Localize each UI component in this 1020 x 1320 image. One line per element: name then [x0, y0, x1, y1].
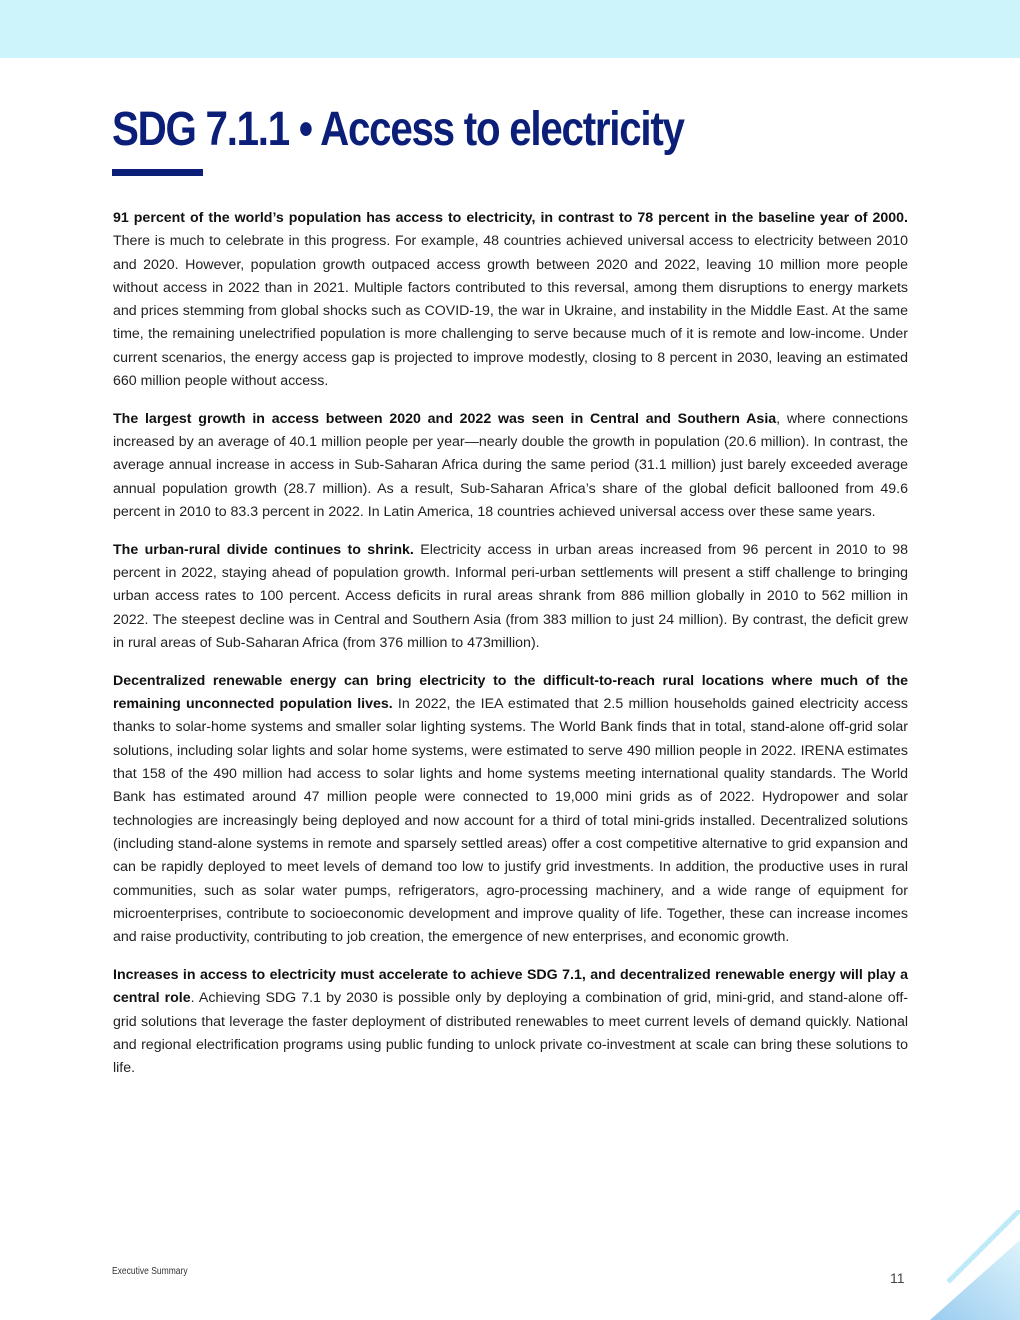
paragraph-1-body: There is much to celebrate in this progress. For example, 48 countries achieved universal access to electricity between 2010 and 2020. However, population growth outpaced access growth between 2020 and 2022, leaving 10 million more people without access in 2022 than in 2021. Multiple factors contributed to this reversal, among them disruptions to energy markets and prices stemming from global shocks such as COVID-19, the war in Ukraine, and instability in the Middle East. At the same time, the remaining unelectrified population is more challenging to serve because much of it is remote and low-income. Under current scenarios, the energy access gap is projected to improve modestly, closing to 8 percent in 2030, leaving an estimated 660 million people without access. [113, 233, 908, 390]
paragraph-5 [113, 964, 908, 1080]
paragraph-2 [113, 408, 908, 524]
top-header-band [0, 0, 1020, 58]
paragraph-2-body: , where connections increased by an average of 40.1 million people per year—nearly double the growth in population (20.6 million). In contrast, the average annual increase in access in Sub-Saharan Africa during the same period (31.1 million) just barely exceeded average annual population growth (28.7 million). As a result, Sub-Saharan Africa’s share of the global deficit ballooned from 49.6 percent in 2010 to 83.3 percent in 2022. In Latin America, 18 countries achieved universal access over these same years. [113, 410, 908, 521]
paragraph-3-lead: The urban-rural divide continues to shrink. [113, 541, 414, 558]
paragraph-4-lead: Decentralized renewable energy can bring electricity to the difficult-to-reach rural locations where much of the remaining unconnected population lives. [113, 672, 908, 713]
paragraph-1 [113, 207, 908, 393]
title-underline [112, 169, 203, 176]
paragraph-4 [113, 670, 908, 950]
paragraph-5-lead: Increases in access to electricity must accelerate to achieve SDG 7.1, and decentralized renewable energy will play a central role [113, 966, 908, 1007]
paragraph-3 [113, 539, 908, 655]
footer-section-label: Executive Summary [112, 1266, 188, 1277]
corner-accent-graphic [930, 1210, 1020, 1320]
page-title: SDG 7.1.1 • Access to electricity [112, 103, 684, 156]
paragraph-1-lead: 91 percent of the world’s population has access to electricity, in contrast to 78 percent in the baseline year of 2000. [113, 210, 908, 226]
paragraph-5-body: . Achieving SDG 7.1 by 2030 is possible only by deploying a combination of grid, mini-grid, and stand-alone off-grid solutions that leverage the faster deployment of distributed renewables to meet current levels of demand quickly. National and regional electrification programs using public funding to unlock private co-investment at scale can bring these solutions to life. [113, 990, 908, 1077]
paragraph-2-lead: The largest growth in access between 2020 and 2022 was seen in Central and Southern Asia [113, 410, 777, 427]
body-text [113, 207, 908, 1095]
paragraph-3-body: Electricity access in urban areas increased from 96 percent in 2010 to 98 percent in 2022, staying ahead of population growth. Informal peri-urban settlements will present a stiff challenge to bringing urban access rates to 100 percent. Access deficits in rural areas shrank from 886 million globally in 2010 to 562 million in 2022. The steepest decline was in Central and Southern Asia (from 383 million to just 24 million). By contrast, the deficit grew in rural areas of Sub-Saharan Africa (from 376 million to 473million). [113, 541, 908, 652]
paragraph-4-body: In 2022, the IEA estimated that 2.5 million households gained electricity access thanks to solar-home systems and smaller solar lighting systems. The World Bank finds that in total, stand-alone off-grid solar solutions, including solar lights and solar home systems, were estimated to serve 490 million people in 2022. IRENA estimates that 158 of the 490 million had access to solar lights and home systems meeting international quality standards. The World Bank has estimated around 47 million people were connected to 19,000 mini grids as of 2022. Hydropower and solar technologies are increasingly being deployed and now account for a third of total mini-grids installed. Decentralized solutions (including stand-alone systems in remote and sparsely settled areas) offer a cost competitive alternative to grid expansion and can be rapidly deployed to meet levels of demand too low to justify grid investments. In addition, the productive uses in rural communities, such as solar water pumps, refrigerators, agro-processing machinery, and a wide range of equipment for microenterprises, contribute to socioeconomic development and improve quality of life. Together, these can increase incomes and raise productivity, contributing to job creation, the emergence of new enterprises, and economic growth. [113, 696, 908, 946]
page-number: 11 [890, 1270, 905, 1286]
